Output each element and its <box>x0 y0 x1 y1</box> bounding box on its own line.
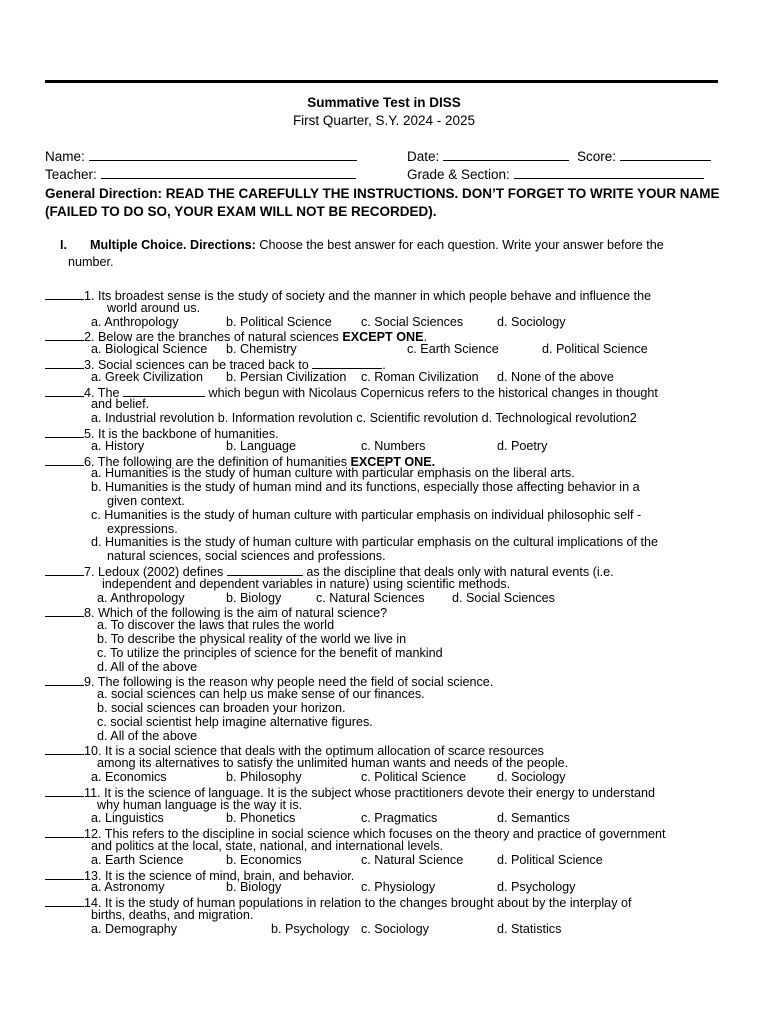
choice-option: c. To utilize the principles of science for the benefit of mankind <box>97 645 443 660</box>
choice-option: d. Social Sciences <box>452 590 555 605</box>
question-line <box>91 467 575 481</box>
choice-option: b. social sciences can broaden your horizon. <box>97 701 346 715</box>
question-text: 14. It is the study of human populations in relation to the changes brought about by the interplay of <box>84 896 632 911</box>
choice-option: c. Pragmatics <box>361 811 438 826</box>
question-text: 1. Its broadest sense is the study of society and the manner in which people behave and influence the <box>84 289 652 303</box>
choice-option: natural sciences, social sciences and professions. <box>107 549 386 564</box>
choice-option: c. Earth Science <box>407 342 499 357</box>
question-text: world around us. <box>107 300 201 315</box>
date-label: Date: <box>407 149 440 164</box>
date-blank[interactable] <box>443 148 569 161</box>
score-blank[interactable] <box>620 148 711 161</box>
question-text: 8. Which of the following is the aim of natural science? <box>84 606 388 621</box>
question-text: 10. It is a social science that deals with the optimum allocation of scarce resources <box>84 744 544 759</box>
grade-section-label: Grade & Section: <box>407 167 510 182</box>
question-line <box>97 702 346 716</box>
fill-blank[interactable] <box>227 564 303 576</box>
choice-option: d. Poetry <box>497 438 548 453</box>
question-text: a. Industrial revolution b. Information revolution c. Scientific revolution d. Technological revolution2 <box>91 411 637 426</box>
choice-option: a. social sciences can help us make sense of our finances. <box>97 687 425 702</box>
choice-option: b. Humanities is the study of human mind and its functions, especially those affecting behavior in a <box>91 480 640 495</box>
question-line <box>97 716 373 730</box>
choice-option: a. Anthropology <box>91 314 179 329</box>
emphasis-text: EXCEPT ONE. <box>350 454 436 469</box>
question-text: which begun with Nicolaus Copernicus refers to the historical changes in thought <box>204 385 658 400</box>
question-line <box>97 757 568 771</box>
choice-option: d. All of the above <box>97 728 198 743</box>
question-text: 7. Ledoux (2002) defines <box>84 565 227 579</box>
question-text: . <box>423 330 428 345</box>
fill-blank[interactable] <box>312 357 382 369</box>
name-blank[interactable] <box>89 148 357 161</box>
question-line <box>91 536 658 550</box>
choice-option: c. Physiology <box>361 880 436 895</box>
choice-option: a. Earth Science <box>91 852 184 867</box>
choice-option: c. social scientist help imagine alternative figures. <box>97 714 373 729</box>
choice-option: c. Numbers <box>361 438 426 453</box>
choice-option: a. History <box>91 438 145 453</box>
question-line <box>91 509 641 523</box>
question-text: 3. Social sciences can be traced back to <box>84 358 313 372</box>
answer-blank[interactable] <box>45 454 84 466</box>
page-subtitle: First Quarter, S.Y. 2024 - 2025 <box>292 113 476 128</box>
question-text: 11. It is the science of language. It is the subject whose practitioners devote their energy to understand <box>84 785 656 800</box>
choice-option: c. Social Sciences <box>361 314 464 329</box>
top-rule <box>45 80 718 83</box>
choice-option: c. Natural Sciences <box>316 590 425 605</box>
choice-option: d. Political Science <box>497 852 603 867</box>
choice-option: a. Astronomy <box>91 880 165 895</box>
question-text: 2. Below are the branches of natural sciences <box>84 330 343 345</box>
question-text: and politics at the local, state, national, and international levels. <box>91 839 444 853</box>
choice-option: b. Psychology <box>271 921 350 936</box>
teacher-field[interactable] <box>45 166 356 182</box>
answer-blank[interactable] <box>45 895 84 907</box>
choice-option: b. Biology <box>226 590 282 605</box>
choice-option: a. Humanities is the study of human culture with particular emphasis on the liberal arts. <box>91 466 575 481</box>
choice-option: d. Humanities is the study of human culture with particular emphasis on the cultural implications of the <box>91 535 658 550</box>
question-text: 9. The following is the reason why people need the field of social science. <box>84 675 494 690</box>
question-text: 13. It is the science of mind, brain, and behavior. <box>84 868 355 883</box>
question-line <box>91 481 640 495</box>
grade-section-blank[interactable] <box>514 166 704 179</box>
answer-blank[interactable] <box>45 743 84 755</box>
choice-option: a. Demography <box>91 921 178 936</box>
answer-blank[interactable] <box>45 868 84 880</box>
answer-blank[interactable] <box>45 605 84 617</box>
answer-blank[interactable] <box>45 826 84 838</box>
choice-option: b. Phonetics <box>226 811 296 826</box>
question-line <box>91 840 443 854</box>
choice-option: d. Sociology <box>497 314 566 329</box>
question-line <box>107 523 178 537</box>
question-text: as the discipline that deals only with natural events (i.e. <box>302 565 614 579</box>
choice-option: d. Semantics <box>497 811 570 826</box>
section-text-cont: number. <box>68 255 114 269</box>
question-text: 4. The <box>84 385 123 400</box>
question-text: 6. The following are the definition of humanities <box>84 454 351 469</box>
question-line <box>91 398 149 412</box>
answer-blank[interactable] <box>45 785 84 797</box>
answer-blank[interactable] <box>45 426 84 438</box>
choice-option: b. Chemistry <box>226 342 297 357</box>
choice-option: d. All of the above <box>97 659 198 674</box>
choice-option: a. Greek Civilization <box>91 369 203 384</box>
choice-option: d. Statistics <box>497 921 562 936</box>
score-label: Score: <box>577 149 617 164</box>
choice-option: b. Biology <box>226 880 282 895</box>
teacher-blank[interactable] <box>101 166 356 179</box>
fill-blank[interactable] <box>123 385 205 397</box>
question-line <box>97 619 334 633</box>
section-heading <box>60 237 730 271</box>
choice-option: a. Economics <box>91 770 167 784</box>
choice-option: c. Sociology <box>361 921 429 936</box>
question-line <box>107 495 185 509</box>
answer-blank[interactable] <box>45 674 84 686</box>
date-field[interactable] <box>407 148 569 164</box>
choice-option: c. Humanities is the study of human culture with particular emphasis on individual philosophic self - <box>91 507 642 522</box>
answer-blank[interactable] <box>45 329 84 341</box>
question-line <box>107 302 200 316</box>
question-line <box>97 730 197 744</box>
question-line <box>97 799 302 813</box>
question-line <box>97 661 197 675</box>
section-numeral: I. <box>60 238 67 252</box>
question-text: 5. It is the backbone of humanities. <box>84 427 279 441</box>
choice-option: b. Political Science <box>226 314 332 329</box>
question-line <box>91 909 253 923</box>
choice-option: b. Language <box>226 438 297 453</box>
choice-option: c. Political Science <box>361 770 466 784</box>
choice-option: given context. <box>107 494 185 508</box>
choice-option: d. Psychology <box>497 880 576 895</box>
answer-blank[interactable] <box>45 288 84 300</box>
answer-blank[interactable] <box>45 357 84 369</box>
choice-option: b. Economics <box>226 852 302 867</box>
question-line <box>97 633 406 647</box>
section-title: Multiple Choice. Directions: <box>90 238 256 252</box>
question-text: 12. This refers to the discipline in social science which focuses on the theory and practice of government <box>84 827 666 842</box>
teacher-label: Teacher: <box>45 167 97 182</box>
choice-option: c. Roman Civilization <box>361 369 479 384</box>
choice-option: d. Political Science <box>542 342 648 357</box>
general-direction: General Direction: READ THE CAREFULLY THE INSTRUCTIONS. DON’T FORGET TO WRITE YOUR NAME (FAILED TO DO SO, YOUR EXAM WILL NOT BE RECORDED). <box>45 186 720 219</box>
choice-option: b. Philosophy <box>226 770 302 784</box>
choice-option: a. To discover the laws that rules the world <box>97 618 335 633</box>
choice-option: d. None of the above <box>497 369 614 384</box>
question-text: independent and dependent variables in nature) using scientific methods. <box>102 576 511 591</box>
name-label: Name: <box>45 149 85 164</box>
page-title: Summative Test in DISS <box>307 95 461 110</box>
name-field[interactable] <box>45 148 357 164</box>
question-text: and belief. <box>91 397 150 412</box>
question-text: among its alternatives to satisfy the unlimited human wants and needs of the people. <box>97 756 569 771</box>
choice-option: a. Biological Science <box>91 342 208 357</box>
choice-row <box>91 412 637 426</box>
question-line <box>97 688 425 702</box>
question-text: . <box>382 358 386 372</box>
question-line <box>102 578 510 592</box>
choice-option: b. Persian Civilization <box>226 369 347 384</box>
score-field[interactable] <box>577 148 711 164</box>
choice-option: a. Linguistics <box>91 811 164 826</box>
emphasis-text: EXCEPT ONE <box>342 330 424 345</box>
question-line <box>97 647 443 661</box>
answer-blank[interactable] <box>45 564 84 576</box>
answer-blank[interactable] <box>45 385 84 397</box>
grade-section-field[interactable] <box>407 166 704 182</box>
section-text: Choose the best answer for each question. Write your answer before the <box>255 238 664 252</box>
choice-option: d. Sociology <box>497 770 566 784</box>
choice-option: expressions. <box>107 521 178 536</box>
question-line <box>107 550 386 564</box>
question-text: why human language is the way it is. <box>97 797 303 812</box>
choice-option: c. Natural Science <box>361 852 464 867</box>
choice-option: a. Anthropology <box>97 590 185 605</box>
choice-option: b. To describe the physical reality of the world we live in <box>97 632 407 646</box>
question-text: births, deaths, and migration. <box>91 908 254 922</box>
